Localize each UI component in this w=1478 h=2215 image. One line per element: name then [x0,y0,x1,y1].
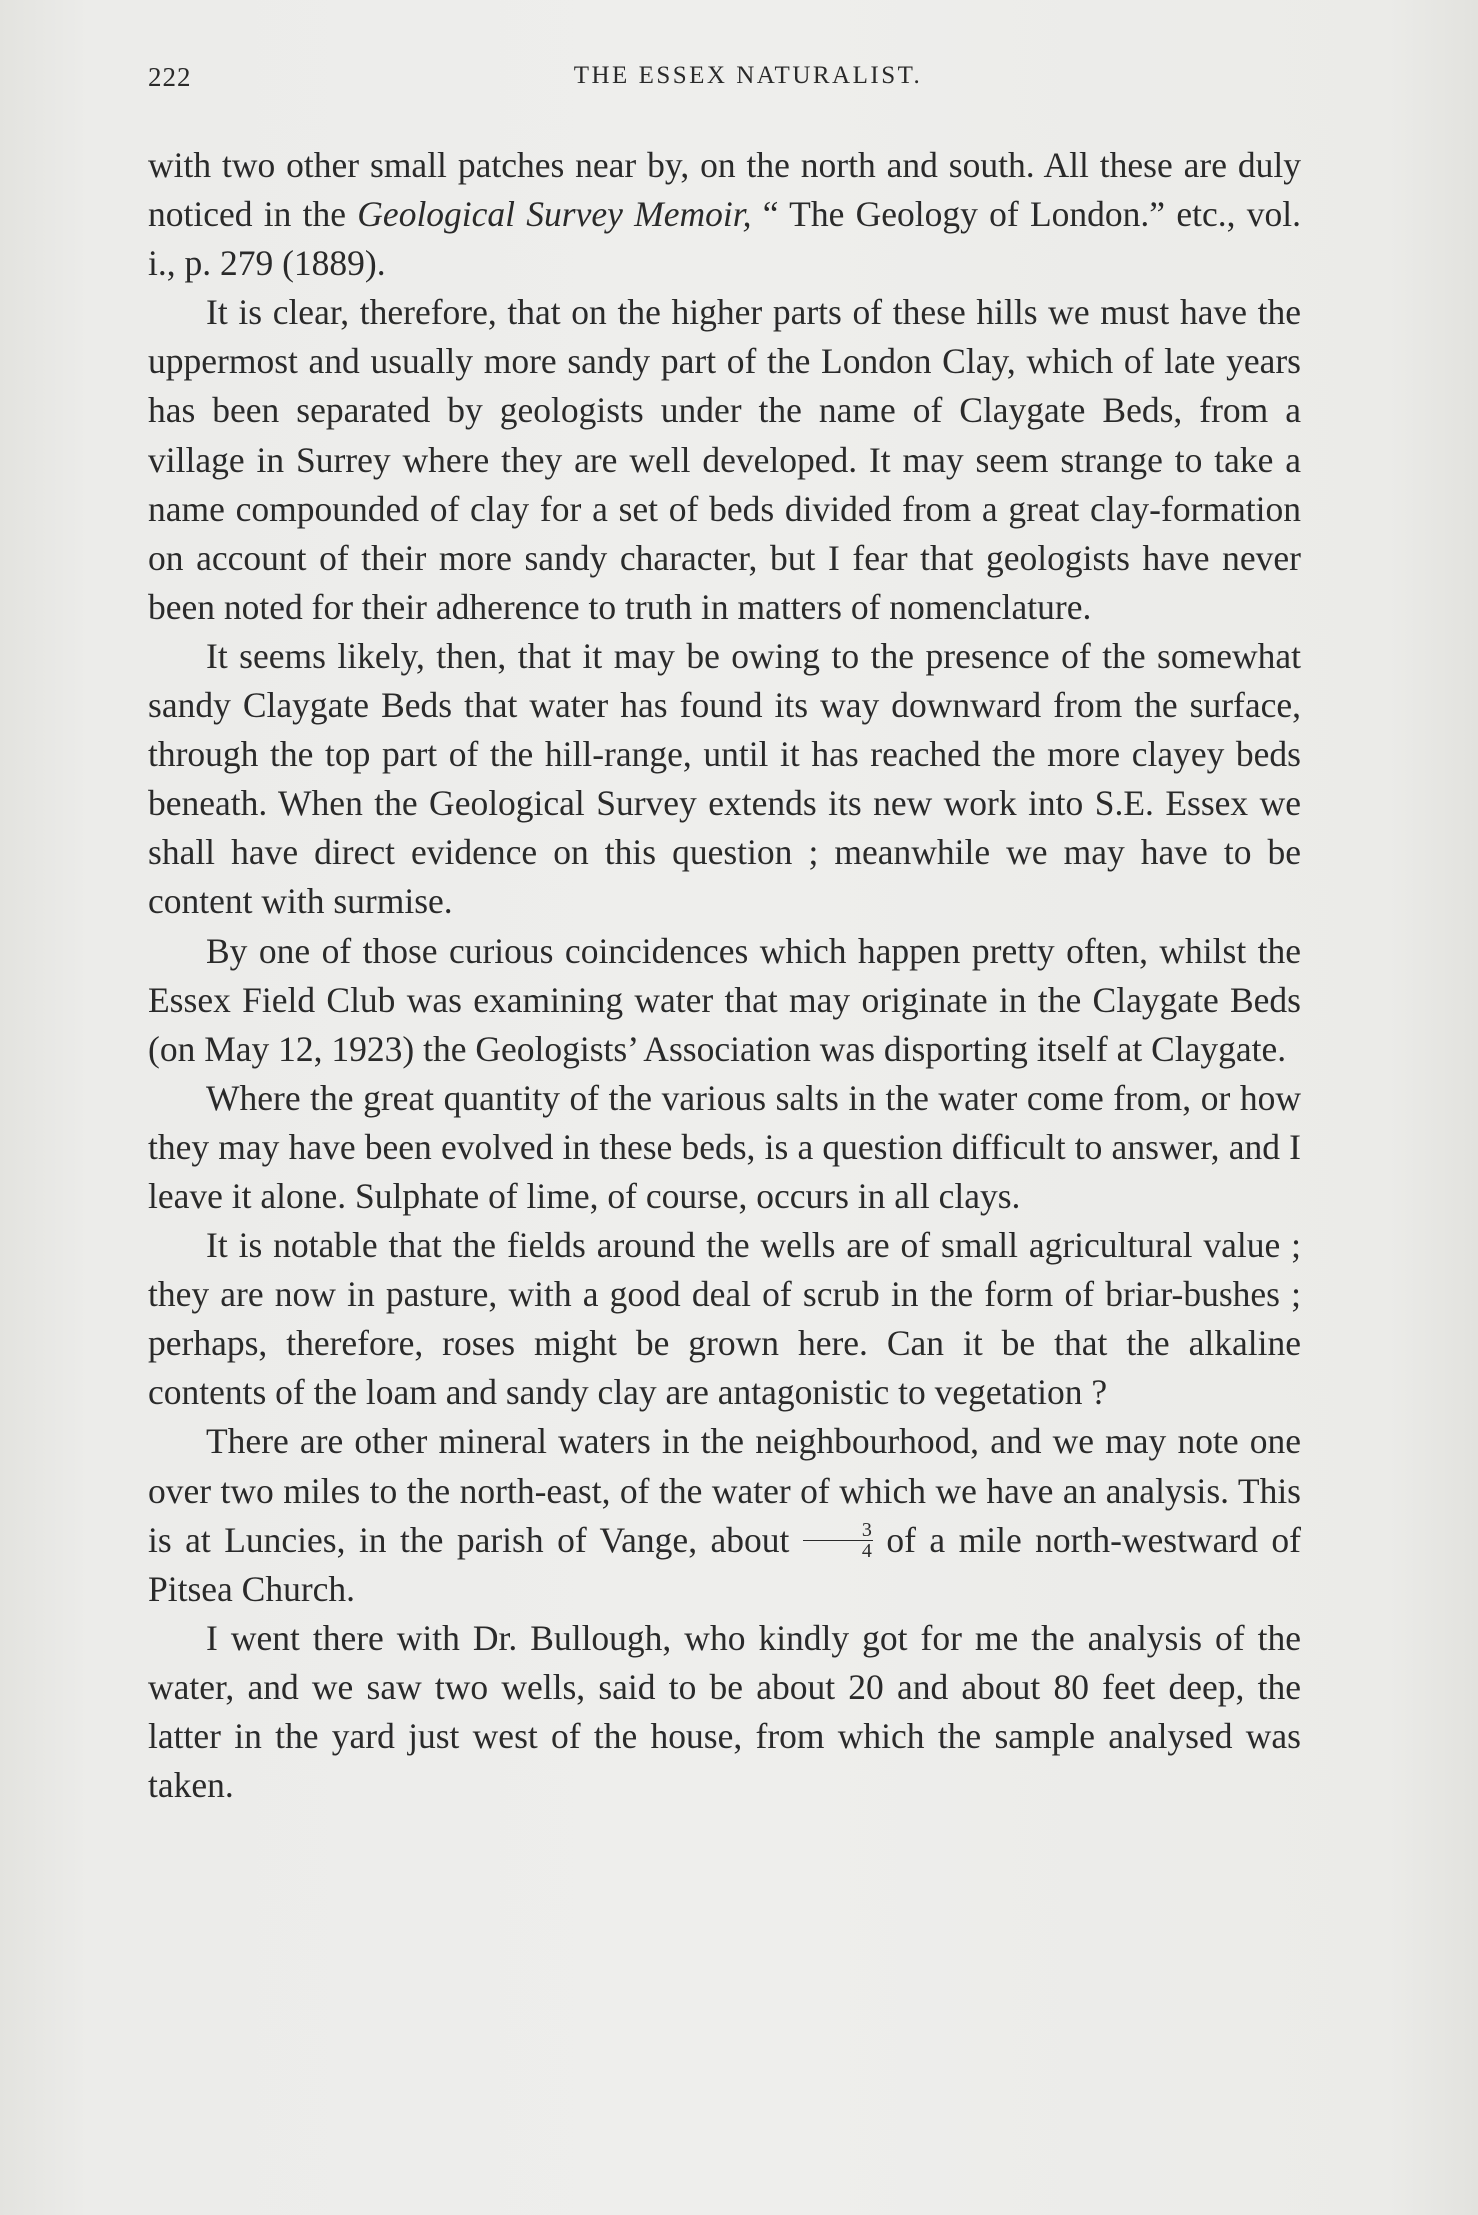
fraction-denominator: 4 [861,1539,872,1562]
body-text [148,141,1301,1810]
paragraph-1-italic-title: Geological Survey Memoir, [357,194,752,235]
paragraph-7-text-b: of a mile north-westward of Pitsea Church. [148,1519,1301,1609]
paragraph-7-text-a: There are other mineral waters in the neighbourhood, and we may note one over two miles to the north-east, of the water of which we have an analysis. This is at Luncies, in the parish of Vange, about [148,1421,1301,1560]
paragraph-4: By one of those curious coincidences which happen pretty often, whilst the Essex Field Club was examining water that may originate in the Claygate Beds (on May 12, 1923) the Geologists’ Association was disporting itself at Claygate. [148,930,1301,1069]
paragraph-6: It is notable that the fields around the wells are of small agricultural value ; they are now in pasture, with a good deal of scrub in the form of briar-bushes ; perhaps, therefore, roses might be grown here. Can it be that the alkaline contents of the loam and sandy clay are antagonistic to vegetation ? [148,1225,1301,1413]
journal-title: THE ESSEX NATURALIST. [573,62,923,89]
paragraph-7 [148,1417,1301,1613]
paragraph-2: It is clear, therefore, that on the higher parts of these hills we must have the uppermost and usually more sandy part of the London Clay, which of late years has been separated by geologists under the name of Claygate Beds, from a village in Surrey where they are well developed. It may seem strange to take a name compounded of clay for a set of beds divided from a great clay-formation on account of their more sandy character, but I fear that geologists have never been noted for their adherence to truth in matters of nomenclature. [148,292,1301,627]
running-head [148,62,1308,102]
fraction-numerator: 3 [803,1520,873,1541]
paragraph-1-text-a: with two other small patches near by, on the north and south. All these are duly noticed in the [148,145,1301,235]
paragraph-5: Where the great quantity of the various salts in the water come from, or how they may have been evolved in these beds, is a question difficult to answer, and I leave it alone. Sulphate of lime, of course, occurs in all clays. [148,1077,1301,1216]
fraction-three-quarters [803,1520,873,1561]
paragraph-1-text-b: “ The Geology of London.” etc., vol. i., p. 279 (1889). [148,194,1301,284]
paragraph-8: I went there with Dr. Bullough, who kindly got for me the analysis of the water, and we saw two wells, said to be about 20 and about 80 feet deep, the latter in the yard just west of the house, from which the sample analysed was taken. [148,1617,1301,1806]
paragraph-1-continuation [148,141,1301,288]
paragraph-3: It seems likely, then, that it may be owing to the presence of the somewhat sandy Claygate Beds that water has found its way downward from the surface, through the top part of the hill-range, until it has reached the more clayey beds beneath. When the Geological Survey extends its new work into S.E. Essex we shall have direct evidence on this question ; meanwhile we may have to be content with surmise. [148,635,1301,922]
page-number: 222 [148,62,192,92]
